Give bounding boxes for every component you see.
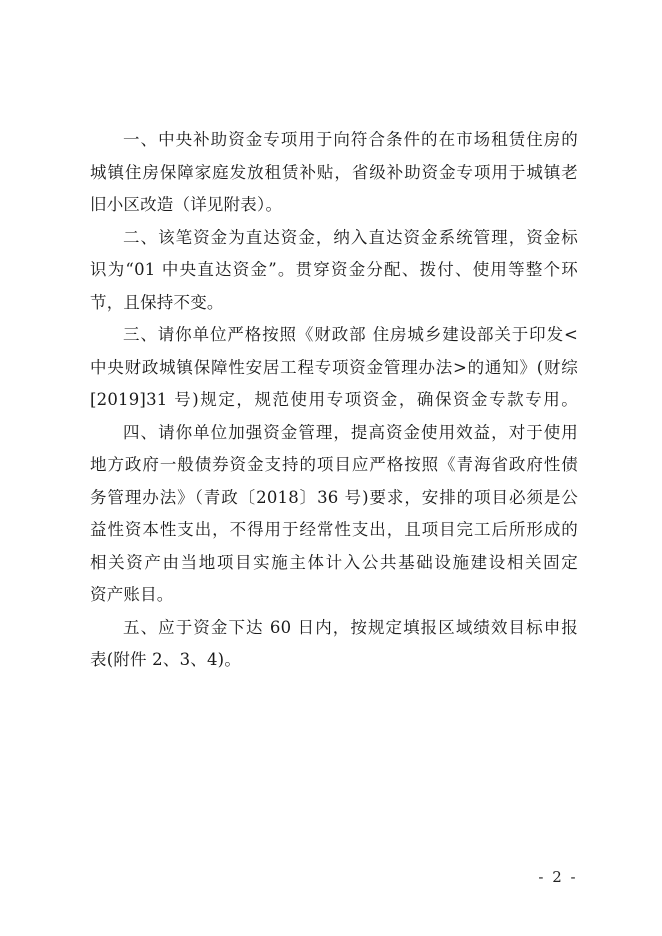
text-line: 二、该笔资金为直达资金，纳入直达资金系统管理，资金标 xyxy=(123,227,578,247)
text-line: 一、中央补助资金专项用于向符合条件的在市场租赁住房的 xyxy=(123,130,578,149)
text-line: 节，且保持不变。 xyxy=(90,292,224,312)
text-line: 识为“01 中央直达资金”。贯穿资金分配、拨付、使用等整个环 xyxy=(90,260,578,279)
text-line: [2019]31 号)规定，规范使用专项资金，确保资金专款专用。 xyxy=(90,390,578,409)
text-line: 旧小区改造（详见附表）。 xyxy=(90,195,283,214)
text-line: 资产账目。 xyxy=(90,585,174,604)
paragraph-item-5 xyxy=(90,612,578,677)
text-line: 务管理办法》（青政〔2018〕36 号)要求，安排的项目必须是公 xyxy=(90,487,578,507)
document-body xyxy=(90,124,578,677)
paragraph-item-2 xyxy=(90,222,578,320)
text-line: 三、请你单位严格按照《财政部 住房城乡建设部关于印发< xyxy=(123,325,578,344)
text-line: 相关资产由当地项目实施主体计入公共基础设施建设相关固定 xyxy=(90,552,578,572)
paragraph-item-4 xyxy=(90,417,578,612)
page-number: - 2 - xyxy=(538,868,578,886)
paragraph-item-1 xyxy=(90,124,578,222)
text-line: 城镇住房保障家庭发放租赁补贴，省级补助资金专项用于城镇老 xyxy=(90,162,578,182)
text-line: 中央财政城镇保障性安居工程专项资金管理办法>的通知》(财综 xyxy=(90,357,578,377)
text-line: 地方政府一般债券资金支持的项目应严格按照《青海省政府性债 xyxy=(90,455,578,474)
text-line: 表(附件 2、3、4)。 xyxy=(90,650,242,669)
text-line: 益性资本性支出，不得用于经常性支出，且项目完工后所形成的 xyxy=(90,520,578,539)
text-line: 四、请你单位加强资金管理，提高资金使用效益，对于使用 xyxy=(123,422,578,442)
paragraph-item-3 xyxy=(90,319,578,417)
text-line: 五、应于资金下达 60 日内，按规定填报区域绩效目标申报 xyxy=(123,617,578,637)
